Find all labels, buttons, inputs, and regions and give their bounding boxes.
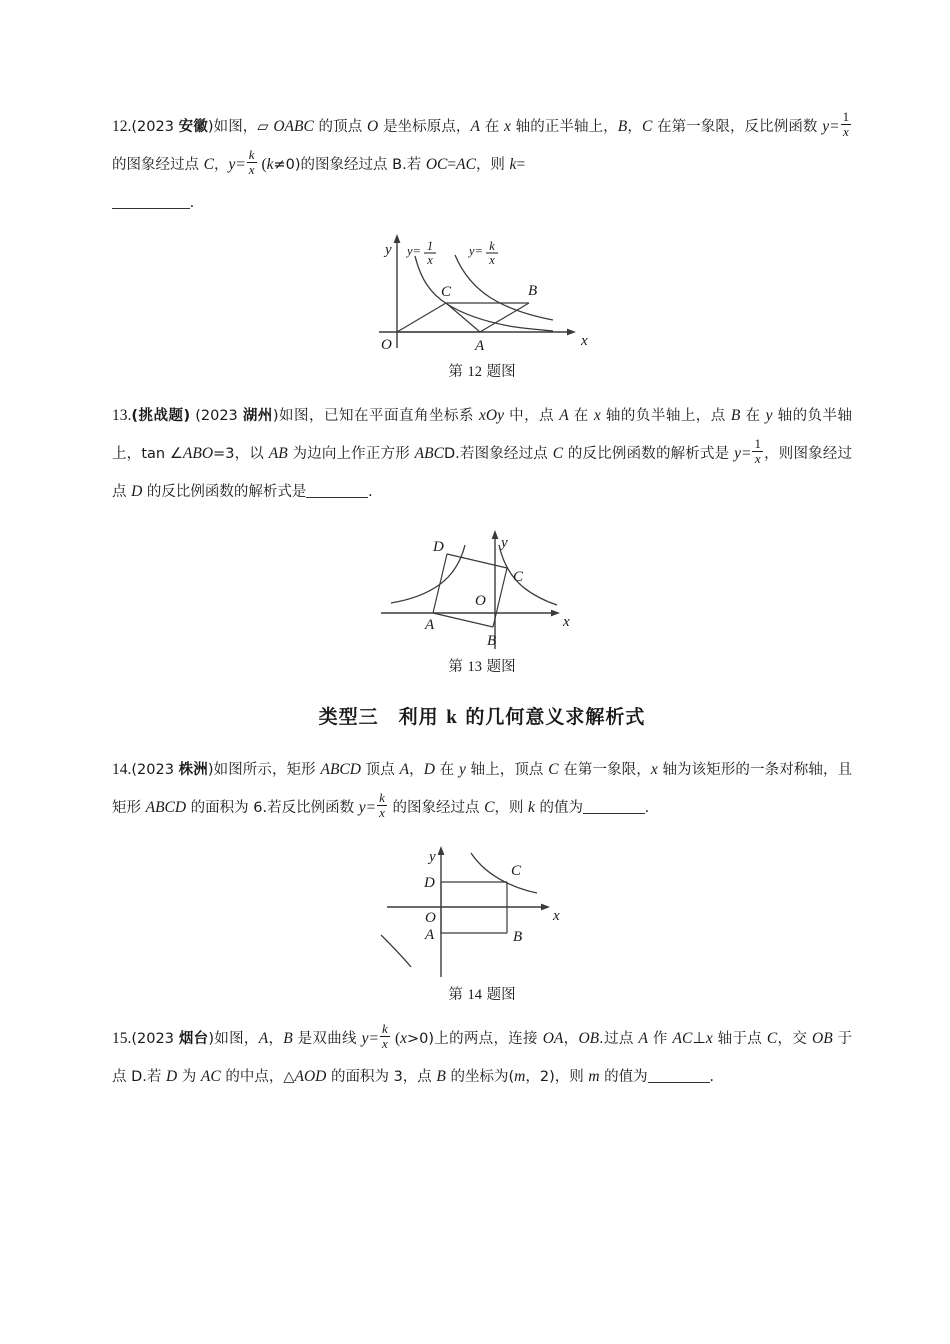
problem-15-t2: ， [268, 1031, 284, 1047]
problem-13-t7: =3，以 [213, 446, 269, 462]
problem-14-t6: 在第一象限， [558, 762, 651, 778]
fig13-label-D: D [433, 539, 444, 555]
fig12-label-x: x [581, 333, 588, 349]
problem-15-m2: B [283, 1030, 293, 1047]
problem-15-m7: AC [672, 1030, 693, 1047]
problem-12-t4: 在 [479, 119, 504, 135]
problem-15-m10: OB [812, 1030, 833, 1047]
problem-15-source: 烟台 [178, 1031, 209, 1047]
problem-14-eq1-num: k [379, 789, 385, 805]
problem-15-eq1-num: k [382, 1020, 388, 1036]
figure-13-caption [112, 655, 852, 676]
fig13-curve-right [499, 545, 557, 605]
problem-15-m8: x [705, 1030, 713, 1047]
problem-14-t9: 的图象经过点 [387, 800, 485, 816]
fig14-label-x: x [553, 908, 560, 924]
problem-12-t8: 的图象经过点 [112, 157, 204, 173]
problem-12-t13: ，则 [475, 157, 510, 173]
problem-12-t6: ， [627, 119, 642, 135]
problem-13-t12: 的反比例函数的解析式是 [142, 484, 307, 500]
problem-14-eq1-lhs: y= [358, 799, 377, 816]
fig12-eq1-lhs: y= [407, 244, 421, 258]
fig12-cap-suffix: 题图 [482, 364, 516, 380]
fig12-y-arrow [394, 234, 401, 243]
problem-14-m2: A [399, 761, 410, 778]
fig14-cap-suffix: 题图 [482, 987, 516, 1003]
problem-12-m5: B [617, 118, 628, 135]
figure-13 [112, 523, 852, 676]
problem-14-source-prefix: (2023 [131, 762, 179, 778]
problem-14-t11: 的值为 [534, 800, 584, 816]
problem-14-t3: ， [409, 762, 424, 778]
problem-12-answer-blank[interactable] [112, 194, 190, 209]
problem-15-m5: OB [578, 1030, 600, 1047]
problem-15-t12: 于点 D.若 [112, 1031, 853, 1085]
problem-15-m11: D [166, 1068, 178, 1085]
fig14-curve-upper [471, 853, 537, 893]
problem-15-t5: >0)上的两点，连接 [407, 1031, 543, 1047]
fig12-eq2-den: x [489, 253, 495, 267]
problem-13-t13: . [368, 483, 373, 500]
problem-15-eq1-den: x [382, 1035, 388, 1051]
problem-12-t15: . [190, 194, 194, 211]
fig12-label-y: y [385, 242, 392, 258]
figure-13-svg [367, 523, 597, 653]
problem-12-t12: = [447, 156, 457, 173]
problem-14-t1: 如图所示，矩形 [213, 762, 321, 778]
problem-13-t3: 在 [568, 408, 594, 424]
problem-13-m5: y [765, 407, 773, 424]
problem-15-m6: A [638, 1030, 648, 1047]
fig12-cap-number: 12 [467, 364, 482, 380]
fig14-label-B: B [513, 929, 523, 945]
problem-15-t10: 轴于点 [712, 1031, 767, 1047]
problem-12-t1: 如图，▱ [213, 119, 274, 135]
problem-12-eq2-lhs: y= [228, 156, 246, 173]
fig12-eq1-num: 1 [426, 239, 434, 253]
figure-12-caption [112, 360, 852, 381]
problem-14-t7: 轴为该矩形的一条对称轴，且矩形 [112, 762, 853, 816]
figure-14 [112, 841, 852, 1004]
problem-14 [112, 751, 852, 827]
problem-13-t1: 如图，已知在平面直角坐标系 [278, 408, 480, 424]
fig12-eq-1overx [405, 239, 436, 267]
fig14-label-A: A [425, 927, 435, 943]
problem-12-m4: x [504, 118, 511, 135]
problem-15-t6: ， [563, 1031, 579, 1047]
problem-13-t4: 轴的负半轴上，点 [600, 408, 731, 424]
problem-15-t1: 如图， [214, 1031, 259, 1047]
problem-13-t2: 中，点 [504, 408, 560, 424]
problem-12-eq1-num: 1 [842, 108, 850, 124]
problem-12-m9: OC [425, 156, 448, 173]
fig13-cap-number: 13 [467, 659, 482, 675]
problem-13-eq1-num: 1 [754, 435, 761, 451]
problem-13-m7: AB [268, 445, 288, 462]
problem-14-source: 株洲 [178, 762, 208, 778]
problem-13-m6: ABO [182, 445, 214, 462]
fig13-x-arrow [551, 610, 560, 617]
problem-15-t14: 的中点，△ [220, 1069, 295, 1085]
problem-14-t4: 在 [434, 762, 459, 778]
problem-14-m7: ABCD [145, 799, 187, 816]
problem-14-answer-blank[interactable] [583, 799, 645, 814]
fig14-y-arrow [438, 846, 445, 855]
problem-14-fraction-1 [377, 791, 387, 819]
problem-15-number: 15. [112, 1030, 132, 1047]
problem-15-t9: ⊥ [692, 1030, 706, 1047]
problem-15-m9: C [766, 1030, 778, 1047]
problem-15-m16: m [588, 1068, 600, 1085]
section-k-symbol: k [446, 707, 458, 728]
problem-12-m2: O [367, 118, 379, 135]
problem-14-m4: y [458, 761, 466, 778]
problem-15-m14: B [436, 1068, 446, 1085]
section-title-before: 利用 [398, 706, 447, 728]
figure-12 [112, 228, 852, 381]
problem-14-m8: C [484, 799, 495, 816]
fig13-label-O: O [475, 593, 486, 609]
problem-15-fraction-1 [380, 1022, 390, 1050]
problem-15-t18: 的值为 [599, 1069, 648, 1085]
problem-14-t12: . [645, 799, 649, 816]
problem-13-number: 13. [112, 407, 132, 424]
section-title-after: 的几何意义求解析式 [457, 706, 646, 728]
problem-14-number: 14. [112, 761, 132, 778]
problem-13-m2: A [559, 407, 569, 424]
fig13-label-x: x [563, 614, 570, 630]
problem-13-t11: ，则图象经过点 [112, 446, 853, 500]
fig13-y-arrow [492, 530, 499, 539]
fig13-seg-AB [433, 613, 493, 627]
fig13-label-A: A [425, 617, 435, 633]
problem-13-t5: 在 [740, 408, 766, 424]
problem-15-m3: x [400, 1030, 408, 1047]
problem-12-source-suffix: ) [207, 119, 214, 135]
problem-15-source-suffix: ) [208, 1031, 215, 1047]
problem-15-eq1-lhs: y= [361, 1030, 380, 1047]
fig12-label-A: A [475, 338, 485, 354]
problem-13-m4: B [730, 407, 741, 424]
problem-13-eq1-den: x [752, 451, 763, 466]
problem-13-t10: 的反比例函数的解析式是 [563, 446, 735, 462]
problem-13-fraction-1 [752, 437, 763, 465]
problem-13-t6: 轴的负半轴上，tan ∠ [112, 408, 853, 462]
fig14-label-y: y [429, 849, 436, 865]
problem-15-t3: 是双曲线 [292, 1031, 362, 1047]
problem-14-t2: 顶点 [360, 762, 400, 778]
page-content [112, 108, 852, 1100]
problem-15-t11: ，交 [777, 1031, 812, 1047]
fig12-eq1-den: x [427, 253, 433, 267]
problem-12-t9: ， [213, 157, 229, 173]
problem-12-eq2-den: x [248, 161, 255, 177]
problem-15-m15: m [514, 1068, 526, 1085]
problem-14-eq1-den: x [379, 804, 385, 820]
problem-13-answer-blank[interactable] [306, 483, 368, 498]
figure-14-svg [367, 841, 597, 981]
section-type-label: 类型三 [318, 706, 379, 728]
fig12-seg-OC [397, 303, 446, 332]
problem-15-t19: . [709, 1068, 714, 1085]
fig12-label-O: O [381, 337, 392, 353]
problem-15-t17: ，2)，则 [525, 1069, 589, 1085]
problem-12-m10: AC [456, 156, 476, 173]
fig13-label-B: B [487, 633, 497, 649]
problem-15-answer-blank[interactable] [648, 1068, 710, 1083]
problem-12-source-prefix: (2023 [131, 119, 179, 135]
problem-14-m6: x [650, 761, 658, 778]
problem-12-t11: ≠0)的图象经过点 B.若 [273, 157, 426, 173]
problem-15-m4: OA [542, 1030, 564, 1047]
problem-14-m5: C [548, 761, 559, 778]
problem-14-m3: D [423, 761, 435, 778]
problem-15-t7: .过点 [599, 1031, 639, 1047]
problem-15-m13: AOD [294, 1068, 327, 1085]
fig13-label-y: y [501, 535, 508, 551]
problem-13-m8: ABC [414, 445, 444, 462]
problem-12-number: 12. [112, 118, 132, 135]
problem-13-m9: C [552, 445, 564, 462]
problem-13-source: 湖州 [242, 408, 273, 424]
problem-12-eq1-den: x [841, 124, 852, 139]
fig14-cap-number: 14 [467, 987, 482, 1003]
problem-14-t10: ，则 [494, 800, 529, 816]
problem-12-t3: 是坐标原点， [378, 119, 471, 135]
problem-15-m12: AC [200, 1068, 221, 1085]
problem-12-t5: 轴的正半轴上， [510, 119, 618, 135]
problem-12-source: 安徽 [178, 119, 208, 135]
problem-13-source-prefix: (2023 [190, 408, 243, 424]
problem-13-m3: x [593, 407, 601, 424]
fig14-x-arrow [541, 904, 550, 911]
problem-12-t7: 在第一象限，反比例函数 [652, 119, 823, 135]
problem-15-t15: 的面积为 3，点 [326, 1069, 437, 1085]
section-gap [379, 706, 399, 728]
fig13-curve-left [391, 545, 465, 603]
problem-14-m9: k [528, 799, 535, 816]
problem-15-t13: 为 [177, 1069, 201, 1085]
problem-14-source-suffix: ) [207, 762, 214, 778]
problem-14-t5: 轴上，顶点 [465, 762, 549, 778]
fig12-x-arrow [567, 329, 576, 336]
fig13-cap-suffix: 题图 [482, 659, 516, 675]
problem-15-m1: A [258, 1030, 269, 1047]
fig13-seg-DA [433, 554, 447, 613]
fig14-label-C: C [511, 863, 522, 879]
problem-14-t8: 的面积为 6.若反比例函数 [186, 800, 359, 816]
problem-15-t8: 作 [647, 1031, 673, 1047]
fig13-label-C: C [513, 569, 524, 585]
figure-14-caption [112, 983, 852, 1004]
problem-12 [112, 108, 852, 222]
problem-15-t4: ( [390, 1030, 401, 1047]
problem-13-m10: D [131, 483, 143, 500]
problem-15-t16: 的坐标为( [445, 1069, 515, 1085]
fig14-cap-prefix: 第 [448, 987, 468, 1003]
fig14-label-D: D [424, 875, 435, 891]
problem-12-m1: OABC [273, 118, 314, 135]
fig12-label-C: C [441, 284, 452, 300]
problem-12-eq2-num: k [248, 146, 255, 162]
problem-13-t9: D.若图象经过点 [443, 446, 553, 462]
problem-12-eq1-lhs: y= [822, 118, 840, 135]
problem-15 [112, 1020, 852, 1096]
problem-14-m1: ABCD [320, 761, 361, 778]
fig12-label-B: B [528, 283, 538, 299]
problem-12-m6: C [641, 118, 653, 135]
fig12-eq-koverx [467, 239, 498, 267]
problem-12-m8: k [266, 156, 274, 173]
problem-12-t14: = [516, 156, 526, 173]
problem-13-m1: xOy [479, 407, 504, 424]
problem-12-t2: 的顶点 [313, 119, 368, 135]
problem-13-eq1-lhs: y= [734, 445, 752, 462]
problem-13-tag: (挑战题) [131, 408, 191, 424]
problem-13-source-suffix: ) [272, 408, 279, 424]
fig12-curve-koverx [455, 255, 553, 320]
fig12-eq2-num: k [489, 239, 495, 253]
fig14-label-O: O [425, 910, 436, 926]
problem-12-m3: A [470, 118, 480, 135]
problem-12-fraction-1 [841, 110, 852, 138]
problem-15-source-prefix: (2023 [131, 1031, 179, 1047]
problem-12-m11: k [509, 156, 517, 173]
problem-12-t10: ( [257, 156, 267, 173]
figure-12-svg [357, 228, 607, 358]
fig14-curve-lower [381, 935, 411, 967]
problem-13-t8: 为边向上作正方形 [287, 446, 415, 462]
fig13-cap-prefix: 第 [448, 659, 468, 675]
fig12-eq2-lhs: y= [469, 244, 483, 258]
fig12-cap-prefix: 第 [448, 364, 468, 380]
problem-12-m7: C [203, 156, 214, 173]
section-heading-type-3 [112, 702, 852, 729]
problem-12-fraction-2 [247, 148, 257, 176]
problem-13 [112, 397, 852, 511]
